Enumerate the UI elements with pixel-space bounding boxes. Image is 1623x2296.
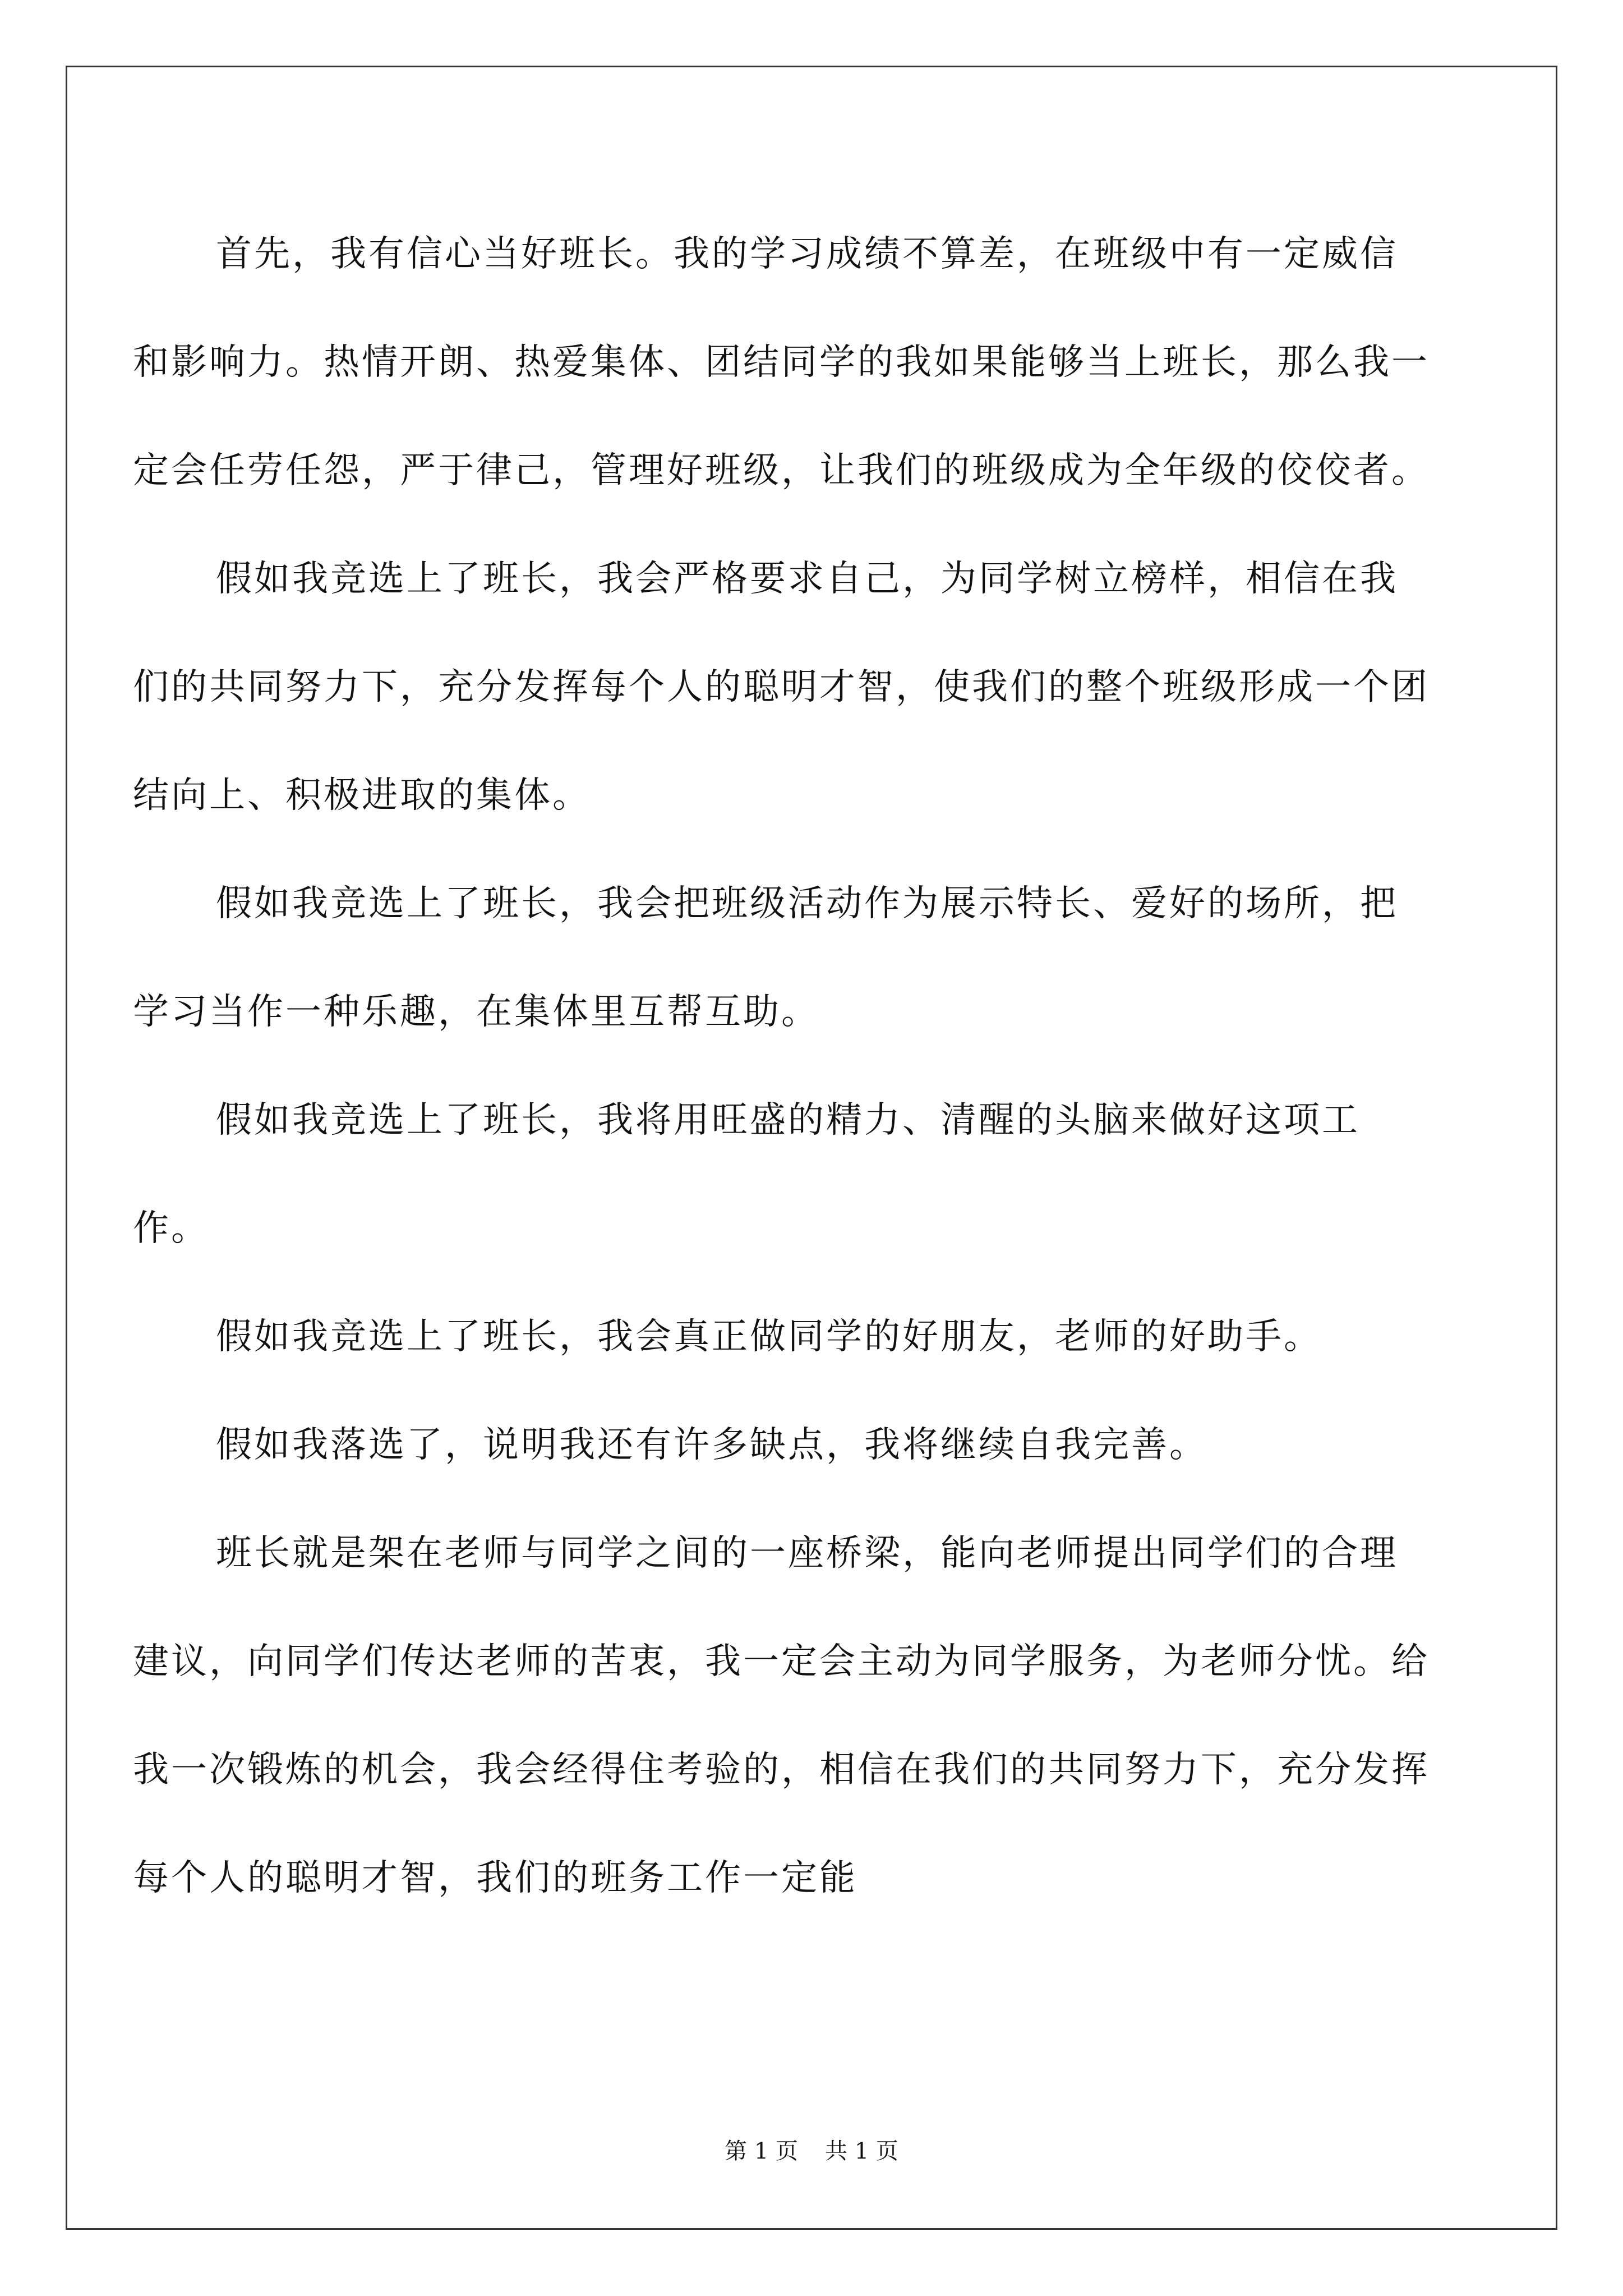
paragraph: 假如我落选了，说明我还有许多缺点，我将继续自我完善。	[216, 1424, 1207, 1466]
paragraph: 假如我竞选上了班长，我会严格要求自己，为同学树立榜样，相信在我们的共同努力下，充分发挥每个人的聪明才智，使我们的整个班级形成一个团结向上、积极进取的集体。	[133, 558, 1430, 816]
paragraph: 假如我竞选上了班长，我将用旺盛的精力、清醒的头脑来做好这项工作。	[133, 1099, 1360, 1249]
page-footer	[0, 2134, 1623, 2168]
page-number-current: 第 1 页	[725, 2138, 798, 2164]
paragraph: 假如我竞选上了班长，我会把班级活动作为展示特长、爱好的场所，把学习当作一种乐趣，在集体里互帮互助。	[133, 883, 1398, 1033]
paragraph: 假如我竞选上了班长，我会真正做同学的好朋友，老师的好助手。	[216, 1316, 1322, 1358]
document-body	[133, 200, 1434, 1932]
paragraph: 首先，我有信心当好班长。我的学习成绩不算差，在班级中有一定威信和影响力。热情开朗、热爱集体、团结同学的我如果能够当上班长，那么我一定会任劳任怨，严于律己，管理好班级，让我们的班级成为全年级的佼佼者。	[133, 233, 1430, 491]
paragraph: 班长就是架在老师与同学之间的一座桥梁，能向老师提出同学们的合理建议，向同学们传达老师的苦衷，我一定会主动为同学服务，为老师分忧。给我一次锻炼的机会，我会经得住考验的，相信在我们的共同努力下，充分发挥每个人的聪明才智，我们的班务工作一定能	[133, 1533, 1430, 1899]
page-number-total: 共 1 页	[825, 2138, 898, 2164]
